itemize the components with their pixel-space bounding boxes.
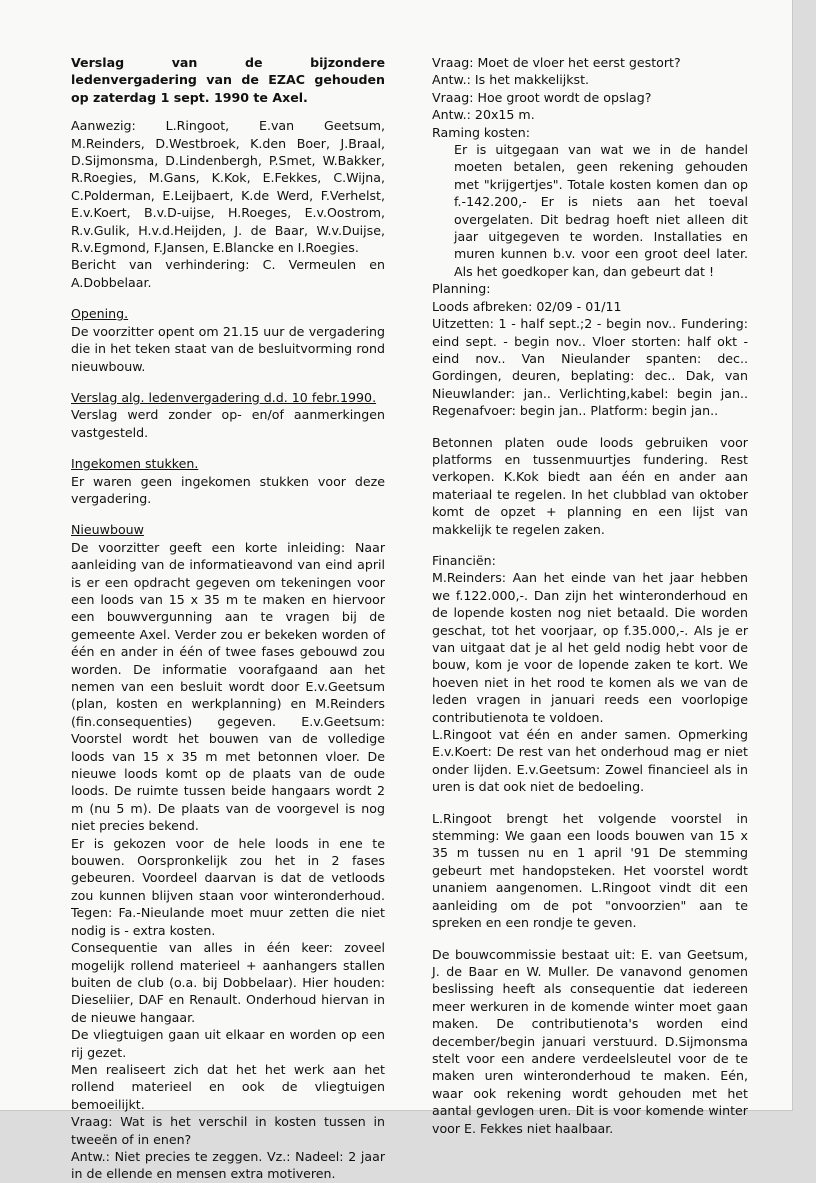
document-title: Verslag van de bijzondere ledenvergadering van de EZAC gehouden op zaterdag 1 sept. 1990 te Axel. <box>71 55 385 105</box>
newbuild-paragraph: De vliegtuigen gaan uit elkaar en worden op een rij gezet. <box>71 1027 385 1060</box>
newbuild-heading: Nieuwbouw <box>71 522 144 538</box>
newbuild-paragraph: De voorzitter geeft een korte inleiding: Naar aanleiding van de informatieavond van eind april is er een opdracht gegeven om tekeningen voor een loods van 15 x 35 m te maken en hiervoor een bouwvergunning aan te vragen bij de gemeente Axel. Verder zou er bekeken worden of één en ander in één of twee fases gebouwd zou worden. De informatie voorafgaand aan het nemen van een besluit wordt door E.v.Geetsum (plan, kosten en werkplanning) en M.Reinders (fin.consequenties) gegeven. E.v.Geetsum: Voorstel wordt het bouwen van de volledige loods van 15 x 35 m met betonnen vloer. De nieuwe loods komt op de plaats van de oude loods. De ruimte tussen beide hangaars wordt 2 m (nu 5 m). De plaats van de voorgevel is nog niet precies bekend. <box>71 539 385 834</box>
absence-notice: Bericht van verhindering: C. Vermeulen en A.Dobbelaar. <box>71 257 385 290</box>
concrete-plates-text: Betonnen platen oude loods gebruiken voor platforms en tussenmuurtjes fundering. Rest verkopen. K.Kok biedt aan één en ander aan materiaal te regelen. In het clubblad van oktober komt de opzet + planning en een lijst van makkelijk te regelen zaken. <box>432 434 748 537</box>
answer: Antw.: 20x15 m. <box>432 107 535 123</box>
newbuild-answer: Antw.: Niet precies te zeggen. Vz.: Nadeel: 2 jaar in de ellende en mensen extra motiveren. <box>71 1148 385 1182</box>
right-column <box>432 54 748 1137</box>
vote-text: L.Ringoot brengt het volgende voorstel in stemming: We gaan een loods bouwen van 15 x 35 m tussen nu en 1 april '91 De stemming gebeurt met handopsteken. Het voorstel wordt unaniem aangenomen. L.Ringoot vindt dit een aanleiding om de pot "onvoorzien" aan te spreken en een rondje te geven. <box>432 810 748 931</box>
question: Vraag: Moet de vloer het eerst gestort? <box>432 55 681 70</box>
finances-text: M.Reinders: Aan het einde van het jaar hebben we f.122.000,-. Dan zijn het winteronderhoud en de lopende kosten nog niet betaald. Die worden geschat, tot het voorjaar, op f.35.000,-. Als je er van uitgaat dat je al het geld nodig hebt voor de bouw, kom je voor de lopende zaken te kort. We hoeven niet in het rood te komen als we van de leden vragen in januari reeds een voorlopige contributienota te voldoen. <box>432 570 748 725</box>
planning-label: Planning: <box>432 281 491 297</box>
planning-text: Uitzetten: 1 - half sept.;2 - begin nov.. Fundering: eind sept. - begin nov.. Vloer storten: half okt - eind nov.. Van Nieulander spanten: dec.. Gordingen, deuren, beplating: dec.. Dak, van Nieuwlander: jan.. Verlichting,kabel: begin jan.. Regenafvoer: begin jan.. Platform: begin jan.. <box>432 316 748 419</box>
newbuild-paragraph: Er is gekozen voor de hele loods in ene te bouwen. Oorspronkelijk zou het in 2 fases gebeuren. Voordeel daarvan is dat de vetloods zou kunnen blijven staan voor winteronderhoud. Tegen: Fa.-Nieulande moet muur zetten die niet nodig is - extra kosten. <box>71 835 385 938</box>
newbuild-paragraph: Men realiseert zich dat het het werk aan het rollend materieel en ook de vliegtuigen bemoeilijkt. <box>71 1061 385 1112</box>
newbuild-question: Vraag: Wat is het verschil in kosten tussen in tweeën of in enen? <box>71 1114 385 1147</box>
question: Vraag: Hoe groot wordt de opslag? <box>432 89 652 105</box>
answer: Antw.: Is het makkelijkst. <box>432 72 590 88</box>
summary-text: L.Ringoot vat één en ander samen. Opmerking E.v.Koert: De rest van het onderhoud mag er niet onder lijden. E.v.Geetsum: Zowel financieel als in uren is dat ook niet de bedoeling. <box>432 727 748 795</box>
attendees-list: Aanwezig: L.Ringoot, E.van Geetsum, M.Reinders, D.Westbroek, K.den Boer, J.Braal, D.Sijmonsma, D.Lindenbergh, P.Smet, W.Bakker, R.Roegies, M.Gans, K.Kok, E.Fekkes, C.Wijna, C.Polderman, E.Leijbaert, K.de Werd, F.Verhelst, E.v.Koert, B.v.D-uijse, H.Roeges, E.v.Oostrom, R.v.Gulik, H.v.d.Heijden, J. de Baar, W.v.Duijse, R.v.Egmond, F.Jansen, E.Blancke en I.Roegies. <box>71 118 385 256</box>
incoming-heading: Ingekomen stukken. <box>71 456 199 472</box>
cost-estimate-text: Er is uitgegaan van wat we in de handel moeten betalen, geen rekening gehouden met "krijgertjes". Totale kosten komen dan op f.-142.200,- Er is niets aan het toeval overgelaten. Dit bedrag hoeft niet alleen dit jaar uitgegeven te worden. Installaties en muren kunnen b.v. voor een groot deel later. Als het goedkoper kan, dan gebeurt dat ! <box>454 142 748 279</box>
minutes-text: Verslag werd zonder op- en/of aanmerkingen vastgesteld. <box>71 407 385 440</box>
opening-heading: Opening. <box>71 306 129 322</box>
cost-estimate-label: Raming kosten: <box>432 124 530 140</box>
building-committee-text: De bouwcommissie bestaat uit: E. van Geetsum, J. de Baar en W. Muller. De vanavond genomen beslissing heeft als consequentie dat iedereen meer werkuren in de komende winter moet gaan maken. De contributienota's worden eind december/begin januari verstuurd. D.Sijmonsma stelt voor een andere verdeelsleutel voor de te maken uren winteronderhoud te maken. Eén, waar ook rekening wordt gehouden met het aantal gevlogen uren. Dit is voor komende winter voor E. Fekkes niet haalbaar. <box>432 946 748 1136</box>
minutes-heading: Verslag alg. ledenvergadering d.d. 10 febr.1990. <box>71 389 377 405</box>
newbuild-paragraph: Consequentie van alles in één keer: zoveel mogelijk rollend materieel + aanhangers stallen buiten de club (o.a. bij Dobbelaar). Hier houden: Dieseliier, DAF en Renault. Onderhoud hiervan in de nieuwe hangaar. <box>71 940 385 1025</box>
opening-text: De voorzitter opent om 21.15 uur de vergadering die in het teken staat van de besluitvorming rond nieuwbouw. <box>71 323 385 374</box>
left-column <box>71 54 385 1183</box>
finances-label: Financiën: <box>432 552 496 568</box>
planning-demolition: Loods afbreken: 02/09 - 01/11 <box>432 298 622 314</box>
incoming-text: Er waren geen ingekomen stukken voor deze vergadering. <box>71 473 385 506</box>
